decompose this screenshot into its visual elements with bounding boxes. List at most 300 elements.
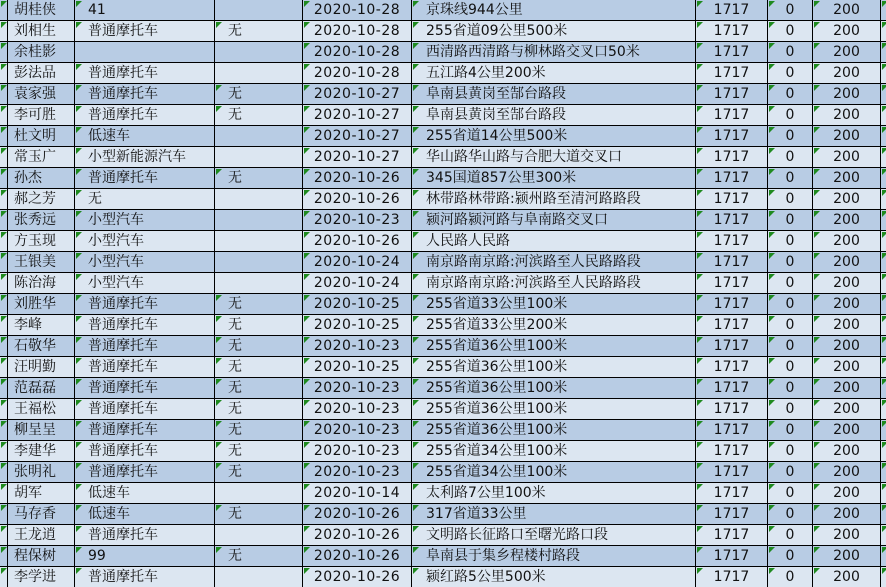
left-clipped-cell[interactable] xyxy=(0,420,8,440)
remark-cell[interactable] xyxy=(215,21,303,41)
amount-cell[interactable] xyxy=(813,21,881,41)
right-clipped-cell[interactable] xyxy=(881,147,886,167)
name-cell[interactable] xyxy=(8,21,75,41)
date-cell[interactable] xyxy=(303,420,412,440)
date-cell[interactable] xyxy=(303,105,412,125)
error-indicator-icon xyxy=(1,463,7,469)
amount-cell[interactable] xyxy=(768,504,813,524)
date-cell[interactable] xyxy=(303,0,412,20)
amount-cell[interactable] xyxy=(768,252,813,272)
vehicle-type-cell[interactable] xyxy=(75,294,215,314)
cell-text: 200 xyxy=(833,254,860,270)
remark-cell[interactable] xyxy=(215,336,303,356)
amount-cell[interactable] xyxy=(768,0,813,20)
amount-cell[interactable] xyxy=(696,252,768,272)
error-indicator-icon xyxy=(76,148,82,154)
right-clipped-cell[interactable] xyxy=(881,252,886,272)
amount-cell[interactable] xyxy=(768,399,813,419)
right-clipped-cell[interactable] xyxy=(881,378,886,398)
remark-cell[interactable] xyxy=(215,168,303,188)
right-clipped-cell[interactable] xyxy=(881,441,886,461)
left-clipped-cell[interactable] xyxy=(0,294,8,314)
right-clipped-cell[interactable] xyxy=(881,336,886,356)
vehicle-type-cell[interactable] xyxy=(75,525,215,545)
name-cell[interactable] xyxy=(8,441,75,461)
left-clipped-cell[interactable] xyxy=(0,462,8,482)
remark-cell[interactable] xyxy=(215,420,303,440)
amount-cell[interactable] xyxy=(768,546,813,566)
amount-cell[interactable] xyxy=(813,546,881,566)
amount-cell[interactable] xyxy=(813,105,881,125)
date-cell[interactable] xyxy=(303,315,412,335)
error-indicator-icon xyxy=(413,463,419,469)
name-cell[interactable] xyxy=(8,546,75,566)
remark-cell[interactable] xyxy=(215,147,303,167)
amount-cell[interactable] xyxy=(696,147,768,167)
location-cell[interactable] xyxy=(412,441,696,461)
right-clipped-cell[interactable] xyxy=(881,420,886,440)
left-clipped-cell[interactable] xyxy=(0,210,8,230)
table-row xyxy=(0,210,886,231)
amount-cell[interactable] xyxy=(696,441,768,461)
left-clipped-cell[interactable] xyxy=(0,357,8,377)
location-cell[interactable] xyxy=(412,21,696,41)
location-cell[interactable] xyxy=(412,462,696,482)
name-cell[interactable] xyxy=(8,273,75,293)
name-cell[interactable] xyxy=(8,147,75,167)
error-indicator-icon xyxy=(304,169,310,175)
amount-cell[interactable] xyxy=(768,483,813,503)
date-cell[interactable] xyxy=(303,357,412,377)
name-cell[interactable] xyxy=(8,189,75,209)
amount-cell[interactable] xyxy=(813,483,881,503)
vehicle-type-cell[interactable] xyxy=(75,504,215,524)
amount-cell[interactable] xyxy=(768,420,813,440)
date-cell[interactable] xyxy=(303,525,412,545)
amount-cell[interactable] xyxy=(813,462,881,482)
remark-cell[interactable] xyxy=(215,210,303,230)
location-cell[interactable] xyxy=(412,504,696,524)
vehicle-type-cell[interactable] xyxy=(75,147,215,167)
name-cell[interactable] xyxy=(8,378,75,398)
name-cell[interactable] xyxy=(8,336,75,356)
amount-cell[interactable] xyxy=(768,126,813,146)
amount-cell[interactable] xyxy=(813,0,881,20)
cell-text: 2020-10-28 xyxy=(313,23,401,39)
left-clipped-cell[interactable] xyxy=(0,42,8,62)
amount-cell[interactable] xyxy=(768,294,813,314)
name-cell[interactable] xyxy=(8,420,75,440)
location-cell[interactable] xyxy=(412,378,696,398)
date-cell[interactable] xyxy=(303,483,412,503)
left-clipped-cell[interactable] xyxy=(0,525,8,545)
left-clipped-cell[interactable] xyxy=(0,336,8,356)
amount-cell[interactable] xyxy=(768,525,813,545)
error-indicator-icon xyxy=(304,1,310,7)
amount-cell[interactable] xyxy=(768,105,813,125)
remark-cell[interactable] xyxy=(215,525,303,545)
vehicle-type-cell[interactable] xyxy=(75,357,215,377)
name-cell[interactable] xyxy=(8,210,75,230)
name-cell[interactable] xyxy=(8,357,75,377)
amount-cell[interactable] xyxy=(696,126,768,146)
remark-cell[interactable] xyxy=(215,105,303,125)
date-cell[interactable] xyxy=(303,231,412,251)
location-cell[interactable] xyxy=(412,84,696,104)
left-clipped-cell[interactable] xyxy=(0,126,8,146)
location-cell[interactable] xyxy=(412,273,696,293)
name-cell[interactable] xyxy=(8,567,75,587)
amount-cell[interactable] xyxy=(768,462,813,482)
error-indicator-icon xyxy=(413,85,419,91)
remark-cell[interactable] xyxy=(215,378,303,398)
amount-cell[interactable] xyxy=(696,63,768,83)
amount-cell[interactable] xyxy=(813,294,881,314)
date-cell[interactable] xyxy=(303,441,412,461)
right-clipped-cell[interactable] xyxy=(881,42,886,62)
left-clipped-cell[interactable] xyxy=(0,315,8,335)
location-cell[interactable] xyxy=(412,231,696,251)
left-clipped-cell[interactable] xyxy=(0,21,8,41)
amount-cell[interactable] xyxy=(696,105,768,125)
location-cell[interactable] xyxy=(412,189,696,209)
right-clipped-cell[interactable] xyxy=(881,21,886,41)
location-cell[interactable] xyxy=(412,63,696,83)
amount-cell[interactable] xyxy=(768,210,813,230)
left-clipped-cell[interactable] xyxy=(0,84,8,104)
amount-cell[interactable] xyxy=(768,315,813,335)
date-cell[interactable] xyxy=(303,126,412,146)
location-cell[interactable] xyxy=(412,567,696,587)
amount-cell[interactable] xyxy=(768,357,813,377)
date-cell[interactable] xyxy=(303,336,412,356)
amount-cell[interactable] xyxy=(813,357,881,377)
name-cell[interactable] xyxy=(8,84,75,104)
right-clipped-cell[interactable] xyxy=(881,504,886,524)
left-clipped-cell[interactable] xyxy=(0,252,8,272)
vehicle-type-cell[interactable] xyxy=(75,252,215,272)
vehicle-type-cell[interactable] xyxy=(75,273,215,293)
remark-cell[interactable] xyxy=(215,42,303,62)
name-cell[interactable] xyxy=(8,63,75,83)
amount-cell[interactable] xyxy=(696,315,768,335)
amount-cell[interactable] xyxy=(768,378,813,398)
vehicle-type-cell[interactable] xyxy=(75,42,215,62)
remark-cell[interactable] xyxy=(215,441,303,461)
error-indicator-icon xyxy=(413,505,419,511)
vehicle-type-cell[interactable] xyxy=(75,462,215,482)
remark-cell[interactable] xyxy=(215,189,303,209)
location-cell[interactable] xyxy=(412,294,696,314)
amount-cell[interactable] xyxy=(768,84,813,104)
amount-cell[interactable] xyxy=(696,42,768,62)
left-clipped-cell[interactable] xyxy=(0,231,8,251)
remark-cell[interactable] xyxy=(215,483,303,503)
remark-cell[interactable] xyxy=(215,273,303,293)
amount-cell[interactable] xyxy=(696,168,768,188)
amount-cell[interactable] xyxy=(696,462,768,482)
amount-cell[interactable] xyxy=(813,336,881,356)
amount-cell[interactable] xyxy=(768,147,813,167)
left-clipped-cell[interactable] xyxy=(0,147,8,167)
amount-cell[interactable] xyxy=(696,357,768,377)
location-cell[interactable] xyxy=(412,126,696,146)
vehicle-type-cell[interactable] xyxy=(75,378,215,398)
name-cell[interactable] xyxy=(8,126,75,146)
left-clipped-cell[interactable] xyxy=(0,273,8,293)
vehicle-type-cell[interactable] xyxy=(75,315,215,335)
location-cell[interactable] xyxy=(412,42,696,62)
right-clipped-cell[interactable] xyxy=(881,0,886,20)
error-indicator-icon xyxy=(769,568,775,574)
date-cell[interactable] xyxy=(303,294,412,314)
right-clipped-cell[interactable] xyxy=(881,357,886,377)
location-cell[interactable] xyxy=(412,315,696,335)
date-cell[interactable] xyxy=(303,21,412,41)
right-clipped-cell[interactable] xyxy=(881,126,886,146)
right-clipped-cell[interactable] xyxy=(881,546,886,566)
name-cell[interactable] xyxy=(8,105,75,125)
remark-cell[interactable] xyxy=(215,315,303,335)
amount-cell[interactable] xyxy=(696,378,768,398)
amount-cell[interactable] xyxy=(768,63,813,83)
right-clipped-cell[interactable] xyxy=(881,168,886,188)
date-cell[interactable] xyxy=(303,168,412,188)
location-cell[interactable] xyxy=(412,147,696,167)
vehicle-type-cell[interactable] xyxy=(75,63,215,83)
left-clipped-cell[interactable] xyxy=(0,105,8,125)
right-clipped-cell[interactable] xyxy=(881,231,886,251)
amount-cell[interactable] xyxy=(813,168,881,188)
location-cell[interactable] xyxy=(412,483,696,503)
name-cell[interactable] xyxy=(8,462,75,482)
amount-cell[interactable] xyxy=(813,210,881,230)
vehicle-type-cell[interactable] xyxy=(75,105,215,125)
amount-cell[interactable] xyxy=(696,525,768,545)
amount-cell[interactable] xyxy=(813,126,881,146)
vehicle-type-cell[interactable] xyxy=(75,567,215,587)
right-clipped-cell[interactable] xyxy=(881,462,886,482)
amount-cell[interactable] xyxy=(696,21,768,41)
amount-cell[interactable] xyxy=(696,0,768,20)
amount-cell[interactable] xyxy=(813,504,881,524)
error-indicator-icon xyxy=(814,316,820,322)
vehicle-type-cell[interactable] xyxy=(75,231,215,251)
error-indicator-icon xyxy=(76,337,82,343)
name-cell[interactable] xyxy=(8,168,75,188)
amount-cell[interactable] xyxy=(813,273,881,293)
amount-cell[interactable] xyxy=(813,567,881,587)
name-cell[interactable] xyxy=(8,504,75,524)
location-cell[interactable] xyxy=(412,105,696,125)
left-clipped-cell[interactable] xyxy=(0,567,8,587)
right-clipped-cell[interactable] xyxy=(881,189,886,209)
right-clipped-cell[interactable] xyxy=(881,315,886,335)
amount-cell[interactable] xyxy=(768,567,813,587)
remark-cell[interactable] xyxy=(215,252,303,272)
remark-cell[interactable] xyxy=(215,63,303,83)
remark-cell[interactable] xyxy=(215,0,303,20)
error-indicator-icon xyxy=(216,505,222,511)
amount-cell[interactable] xyxy=(813,252,881,272)
date-cell[interactable] xyxy=(303,399,412,419)
remark-cell[interactable] xyxy=(215,357,303,377)
amount-cell[interactable] xyxy=(813,63,881,83)
left-clipped-cell[interactable] xyxy=(0,399,8,419)
left-clipped-cell[interactable] xyxy=(0,483,8,503)
remark-cell[interactable] xyxy=(215,294,303,314)
name-cell[interactable] xyxy=(8,294,75,314)
right-clipped-cell[interactable] xyxy=(881,483,886,503)
cell-text: 京珠线944公里 xyxy=(426,2,523,18)
left-clipped-cell[interactable] xyxy=(0,189,8,209)
amount-cell[interactable] xyxy=(696,567,768,587)
date-cell[interactable] xyxy=(303,378,412,398)
location-cell[interactable] xyxy=(412,546,696,566)
name-cell[interactable] xyxy=(8,399,75,419)
vehicle-type-cell[interactable] xyxy=(75,420,215,440)
vehicle-type-cell[interactable] xyxy=(75,399,215,419)
vehicle-type-cell[interactable] xyxy=(75,441,215,461)
location-cell[interactable] xyxy=(412,357,696,377)
location-cell[interactable] xyxy=(412,252,696,272)
location-cell[interactable] xyxy=(412,168,696,188)
location-cell[interactable] xyxy=(412,210,696,230)
vehicle-type-cell[interactable] xyxy=(75,336,215,356)
location-cell[interactable] xyxy=(412,420,696,440)
vehicle-type-cell[interactable] xyxy=(75,168,215,188)
amount-cell[interactable] xyxy=(768,336,813,356)
amount-cell[interactable] xyxy=(813,189,881,209)
amount-cell[interactable] xyxy=(813,525,881,545)
vehicle-type-cell[interactable] xyxy=(75,546,215,566)
amount-cell[interactable] xyxy=(696,336,768,356)
amount-cell[interactable] xyxy=(768,273,813,293)
right-clipped-cell[interactable] xyxy=(881,273,886,293)
error-indicator-icon xyxy=(814,253,820,259)
remark-cell[interactable] xyxy=(215,231,303,251)
right-clipped-cell[interactable] xyxy=(881,105,886,125)
name-cell[interactable] xyxy=(8,483,75,503)
amount-cell[interactable] xyxy=(813,84,881,104)
amount-cell[interactable] xyxy=(813,378,881,398)
location-cell[interactable] xyxy=(412,0,696,20)
date-cell[interactable] xyxy=(303,147,412,167)
amount-cell[interactable] xyxy=(768,42,813,62)
amount-cell[interactable] xyxy=(696,504,768,524)
amount-cell[interactable] xyxy=(768,189,813,209)
error-indicator-icon xyxy=(216,316,222,322)
date-cell[interactable] xyxy=(303,567,412,587)
left-clipped-cell[interactable] xyxy=(0,0,8,20)
vehicle-type-cell[interactable] xyxy=(75,126,215,146)
amount-cell[interactable] xyxy=(813,42,881,62)
name-cell[interactable] xyxy=(8,231,75,251)
date-cell[interactable] xyxy=(303,546,412,566)
remark-cell[interactable] xyxy=(215,126,303,146)
left-clipped-cell[interactable] xyxy=(0,378,8,398)
right-clipped-cell[interactable] xyxy=(881,294,886,314)
amount-cell[interactable] xyxy=(696,546,768,566)
name-cell[interactable] xyxy=(8,42,75,62)
remark-cell[interactable] xyxy=(215,84,303,104)
remark-cell[interactable] xyxy=(215,546,303,566)
date-cell[interactable] xyxy=(303,63,412,83)
amount-cell[interactable] xyxy=(813,441,881,461)
right-clipped-cell[interactable] xyxy=(881,399,886,419)
amount-cell[interactable] xyxy=(696,189,768,209)
date-cell[interactable] xyxy=(303,84,412,104)
amount-cell[interactable] xyxy=(813,147,881,167)
left-clipped-cell[interactable] xyxy=(0,441,8,461)
vehicle-type-cell[interactable] xyxy=(75,189,215,209)
date-cell[interactable] xyxy=(303,252,412,272)
vehicle-type-cell[interactable] xyxy=(75,210,215,230)
remark-cell[interactable] xyxy=(215,462,303,482)
name-cell[interactable] xyxy=(8,315,75,335)
date-cell[interactable] xyxy=(303,189,412,209)
amount-cell[interactable] xyxy=(813,315,881,335)
table-row xyxy=(0,63,886,84)
amount-cell[interactable] xyxy=(696,273,768,293)
date-cell[interactable] xyxy=(303,42,412,62)
left-clipped-cell[interactable] xyxy=(0,504,8,524)
vehicle-type-cell[interactable] xyxy=(75,21,215,41)
amount-cell[interactable] xyxy=(813,231,881,251)
date-cell[interactable] xyxy=(303,273,412,293)
name-cell[interactable] xyxy=(8,0,75,20)
amount-cell[interactable] xyxy=(696,84,768,104)
amount-cell[interactable] xyxy=(768,21,813,41)
remark-cell[interactable] xyxy=(215,399,303,419)
right-clipped-cell[interactable] xyxy=(881,63,886,83)
amount-cell[interactable] xyxy=(696,399,768,419)
cell-text: 张明礼 xyxy=(14,464,56,480)
remark-cell[interactable] xyxy=(215,567,303,587)
vehicle-type-cell[interactable] xyxy=(75,84,215,104)
date-cell[interactable] xyxy=(303,504,412,524)
amount-cell[interactable] xyxy=(696,420,768,440)
location-cell[interactable] xyxy=(412,399,696,419)
amount-cell[interactable] xyxy=(813,399,881,419)
right-clipped-cell[interactable] xyxy=(881,567,886,587)
amount-cell[interactable] xyxy=(696,231,768,251)
error-indicator-icon xyxy=(882,85,886,91)
name-cell[interactable] xyxy=(8,525,75,545)
remark-cell[interactable] xyxy=(215,504,303,524)
date-cell[interactable] xyxy=(303,462,412,482)
right-clipped-cell[interactable] xyxy=(881,84,886,104)
date-cell[interactable] xyxy=(303,210,412,230)
left-clipped-cell[interactable] xyxy=(0,168,8,188)
left-clipped-cell[interactable] xyxy=(0,546,8,566)
amount-cell[interactable] xyxy=(768,168,813,188)
amount-cell[interactable] xyxy=(696,210,768,230)
right-clipped-cell[interactable] xyxy=(881,525,886,545)
amount-cell[interactable] xyxy=(768,441,813,461)
location-cell[interactable] xyxy=(412,525,696,545)
amount-cell[interactable] xyxy=(768,231,813,251)
location-cell[interactable] xyxy=(412,336,696,356)
vehicle-type-cell[interactable] xyxy=(75,0,215,20)
right-clipped-cell[interactable] xyxy=(881,210,886,230)
name-cell[interactable] xyxy=(8,252,75,272)
vehicle-type-cell[interactable] xyxy=(75,483,215,503)
amount-cell[interactable] xyxy=(696,483,768,503)
left-clipped-cell[interactable] xyxy=(0,63,8,83)
amount-cell[interactable] xyxy=(696,294,768,314)
amount-cell[interactable] xyxy=(813,420,881,440)
